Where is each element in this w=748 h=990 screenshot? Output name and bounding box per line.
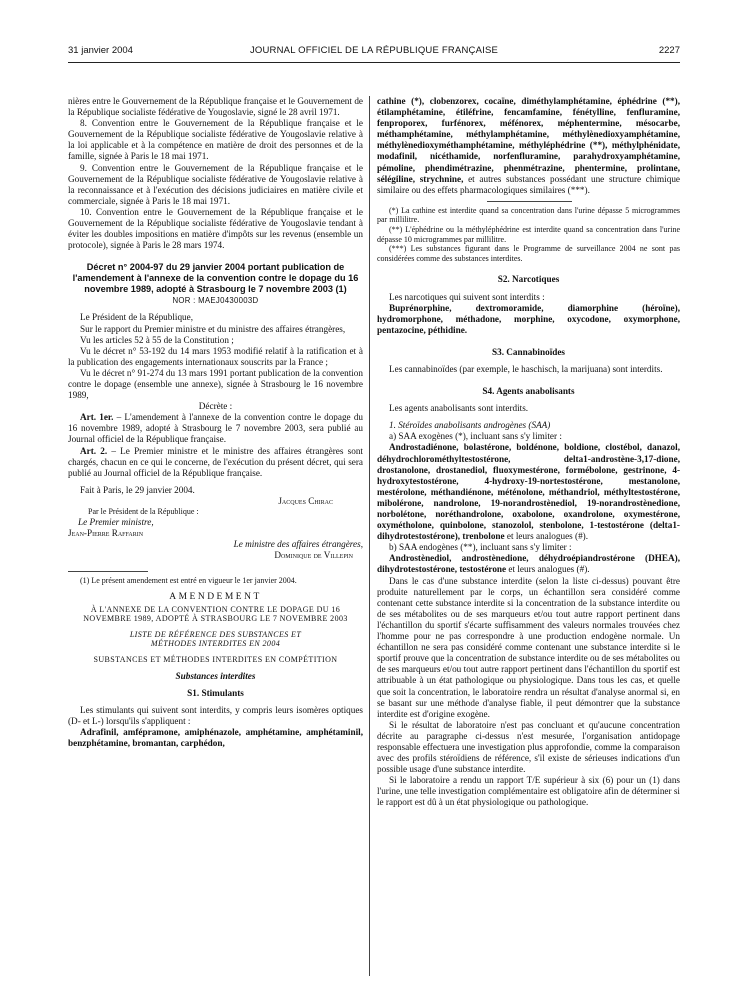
subsection-heading: 1. Stéroïdes anabolisants androgènes (SAA)	[389, 420, 551, 431]
nor-reference: NOR : MAEJ0430003D	[172, 296, 259, 306]
minister-name: Dominique de Villepin	[274, 549, 353, 560]
substance-list	[377, 442, 680, 542]
paragraph: a) SAA exogènes (*), incluant sans s'y limiter :	[389, 431, 562, 442]
article-2	[68, 446, 363, 479]
minister-title: Le ministre des affaires étrangères,	[233, 538, 363, 549]
par-le-president: Par le Président de la République :	[88, 507, 199, 516]
fait-a-paris: Fait à Paris, le 29 janvier 2004.	[80, 484, 195, 495]
substance-list	[377, 96, 680, 196]
footnote: (**) L'éphédrine ou la méthyléphédrine est interdite quand sa concentration dans l'urine dépasse 10 microgrammes par millilitre.	[377, 225, 680, 244]
paragraph: Sur le rapport du Premier ministre et du ministre des affaires étrangères,	[80, 323, 346, 334]
page-number: 2227	[658, 45, 680, 56]
list-tail: et leurs analogues (#).	[504, 531, 589, 542]
paragraph: Les stimulants qui suivent sont interdits, y compris leurs isomères optiques (D- et L-) lorsqu'ils s'appliquent :	[68, 704, 363, 726]
substance-list	[377, 553, 680, 575]
subheading: Substances interdites	[175, 670, 256, 681]
paragraph: b) SAA endogènes (**), incluant sans s'y limiter :	[389, 542, 572, 553]
substance-list: Buprénorphine, dextromoramide, diamorphine (héroïne), hydromorphone, méthadone, morphine, oxycodone, oxymorphone, pentazocine, péthidine.	[377, 302, 680, 335]
footnote-rule	[68, 571, 148, 572]
header-rule	[68, 62, 680, 63]
pm-title: Le Premier ministre,	[78, 516, 154, 527]
footnote: (***) Les substances figurant dans le Programme de surveillance 2004 ne sont pas considérées comme des substances interdites.	[377, 244, 680, 263]
section-subtitle: À L'ANNEXE DE LA CONVENTION CONTRE LE DOPAGE DU 16 NOVEMBRE 1989, ADOPTÉ À STRASBOURG LE 7 NOVEMBRE 2003	[83, 604, 348, 624]
section-heading: S1. Stimulants	[187, 687, 244, 698]
paragraph: 9. Convention entre le Gouvernement de la République française et le Gouvernement de la République socialiste fédérative de Yougoslavie relative à la reconnaissance et à l'exécution des décisions judiciaires en matière civile et commerciale, signée à Paris le 18 mai 1971.	[68, 162, 363, 206]
paragraph: Si le laboratoire a rendu un rapport T/E supérieur à six (6) pour un (1) dans l'urine, une telle investigation complémentaire est obligatoire afin de déterminer si le rapport est dû à un état physiologique ou pathologique.	[377, 775, 680, 808]
paragraph: Les cannabinoïdes (par exemple, le haschisch, la marijuana) sont interdits.	[389, 363, 663, 374]
pm-name: Jean-Pierre Raffarin	[68, 527, 144, 538]
header-date: 31 janvier 2004	[68, 45, 133, 56]
list-title: LISTE DE RÉFÉRENCE DES SUBSTANCES ET MÉTHODES INTERDITES EN 2004	[129, 629, 302, 649]
footnote: (*) La cathine est interdite quand sa concentration dans l'urine dépasse 5 microgrammes par millilitre.	[377, 205, 680, 225]
paragraph: Vu le décret n° 53-192 du 14 mars 1953 modifié relatif à la ratification et à la publication des engagements internationaux souscrits par la France ;	[68, 345, 363, 367]
signature: Jacques Chirac	[278, 495, 333, 506]
substance-names: Androstadiénone, bolastérone, boldénone, boldione, clostébol, danazol, déhydrochlorométhyltestostérone, delta1-androstène-3,17-dione, drostanolone, drostanediol, fluoxymestérone, formébolone, gestrinone, 4-hydroxytestostérone, 4-hydroxy-19-nortestostérone, mestanolone, mestérolone, méthandiénone, méténolone, méthandriol, méthyltestostérone, mibolérone, nandrolone, 19-norandrostènediol, 19-norandrostènedione, norbolétone, noréthandrolone, oxabolone, oxandrolone, oxymestérone, oxymétholone, quinbolone, stanozolol, stenbolone, 1-testostérone (delta1-dihydrotestostérone), trenbolone	[377, 442, 680, 542]
paragraph: Si le résultat de laboratoire n'est pas concluant et qu'aucune concentration décrite au paragraphe ci-dessus n'est mesurée, l'organisation antidopage responsable effectuera une investigation plus approfondie, comme la comparaison avec des profils stéroïdiens de référence, s'il existe de sérieuses indications d'un possible usage d'une substance interdite.	[377, 719, 680, 775]
right-column	[377, 96, 680, 809]
paragraph: Dans le cas d'une substance interdite (selon la liste ci-dessus) pouvant être produite naturellement par le corps, un échantillon sera considéré comme contenant cette substance interdite si la concentration de la substance interdite ou de ses métabolites ou de ses marqueurs et/ou tout autre rapport pertinent dans l'échantillon du sportif s'écarte suffisamment des valeurs normales trouvées chez l'homme pour ne pas correspondre à une production endogène normale. Un échantillon ne sera pas considéré comme contenant une substance interdite si le sportif prouve que la concentration de substance interdite ou de ses métabolites ou de ses marqueurs et/ou tout autre rapport pertinent dans l'échantillon du sportif est attribuable à un état pathologique ou physiologique. Dans tous les cas, et quelle que soit la concentration, le laboratoire rendra un résultat d'analyse anormal si, en se basant sur une méthode d'analyse fiable, il peut démontrer que la substance interdite est d'origine exogène.	[377, 575, 680, 719]
footnote: (1) Le présent amendement est entré en vigueur le 1er janvier 2004.	[80, 575, 297, 585]
section-title: AMENDEMENT	[169, 591, 262, 602]
column-divider	[369, 96, 370, 976]
substance-names: Androstènediol, androstènedione, déhydroépiandrostérone (DHEA), dihydrotestostérone, testostérone	[377, 553, 680, 575]
decrete: Décrète :	[198, 401, 233, 412]
list-heading: SUBSTANCES ET MÉTHODES INTERDITES EN COMPÉTITION	[93, 655, 338, 665]
article-text: – L'amendement à l'annexe de la convention contre le dopage du 16 novembre 1989, adopté à Strasbourg le 7 novembre 2003, sera publié au Journal officiel de la République française.	[68, 412, 364, 445]
paragraph: 8. Convention entre le Gouvernement de la République française et le Gouvernement de la République socialiste fédérative de Yougoslavie relative à la loi applicable et à la compétence en matière de droit des personnes et de la famille, signée à Paris le 18 mai 1971.	[68, 118, 363, 162]
article-text: – Le Premier ministre et le ministre des affaires étrangères sont chargés, chacun en ce qui le concerne, de l'exécution du présent décret, qui sera publié au Journal officiel de la République française.	[68, 445, 363, 478]
section-heading: S2. Narcotiques	[497, 274, 560, 285]
article-label: Art. 2.	[80, 445, 108, 456]
paragraph: Vu les articles 52 à 55 de la Constitution ;	[80, 334, 234, 345]
footnote-rule	[487, 201, 572, 202]
list-tail: et autres substances possédant une structure chimique similaire ou des effets pharmacologiques similaires (***).	[377, 173, 680, 195]
section-heading: S3. Cannabinoïdes	[491, 346, 566, 357]
paragraph: Les narcotiques qui suivent sont interdits :	[389, 291, 545, 302]
paragraph: Les agents anabolisants sont interdits.	[389, 403, 529, 414]
paragraph: Le Président de la République,	[80, 312, 194, 323]
section-heading: S4. Agents anabolisants	[482, 386, 575, 397]
paragraph: Vu le décret n° 91-274 du 13 mars 1991 portant publication de la convention contre le dopage (ensemble une annexe), signée à Strasbourg le 16 novembre 1989,	[68, 367, 363, 401]
left-column	[68, 96, 363, 749]
paragraph: nières entre le Gouvernement de la République française et le Gouvernement de la République socialiste fédérative de Yougoslavie, signé le 28 avril 1971.	[68, 96, 363, 118]
list-tail: et leurs analogues (#).	[506, 564, 590, 575]
article-label: Art. 1er.	[80, 412, 114, 423]
page-header	[68, 45, 680, 59]
paragraph: 10. Convention entre le Gouvernement de la République française et le Gouvernement de la République socialiste fédérative de Yougoslavie tendant à éviter les doubles impositions en matière d'impôts sur les revenus (ensemble un protocole), signée à Paris le 28 mars 1974.	[68, 206, 363, 251]
substance-list: Adrafinil, amfépramone, amiphénazole, amphétamine, amphétaminil, benzphétamine, bromantan, carphédon,	[68, 727, 363, 749]
article-1	[68, 412, 363, 445]
substance-names: cathine (*), clobenzorex, cocaïne, diméthylamphétamine, éphédrine (**), étilamphétamine, étiléfrine, fencamfamine, fénétylline, fenfluramine, fenproporex, furfénorex, méfénorex, méphentermine, mésocarbe, méthamphétamine, méthylamphétamine, méthylènedioxyamphétamine, méthylènedioxyméthamphétamine, méthyléphédrine (**), méthylphénidate, modafinil, nicéthamide, norfenfluramine, parahydroxyamphétamine, pémoline, phendimétrazine, phenmétrazine, phentermine, prolintane, sélégiline, strychnine,	[377, 96, 680, 184]
decree-title: Décret n° 2004-97 du 29 janvier 2004 portant publication de l'amendement à l'annexe de la convention contre le dopage du 16 novembre 1989, adopté à Strasbourg le 7 novembre 2003 (1)	[72, 262, 359, 295]
header-title: JOURNAL OFFICIEL DE LA RÉPUBLIQUE FRANÇAISE	[249, 45, 499, 56]
